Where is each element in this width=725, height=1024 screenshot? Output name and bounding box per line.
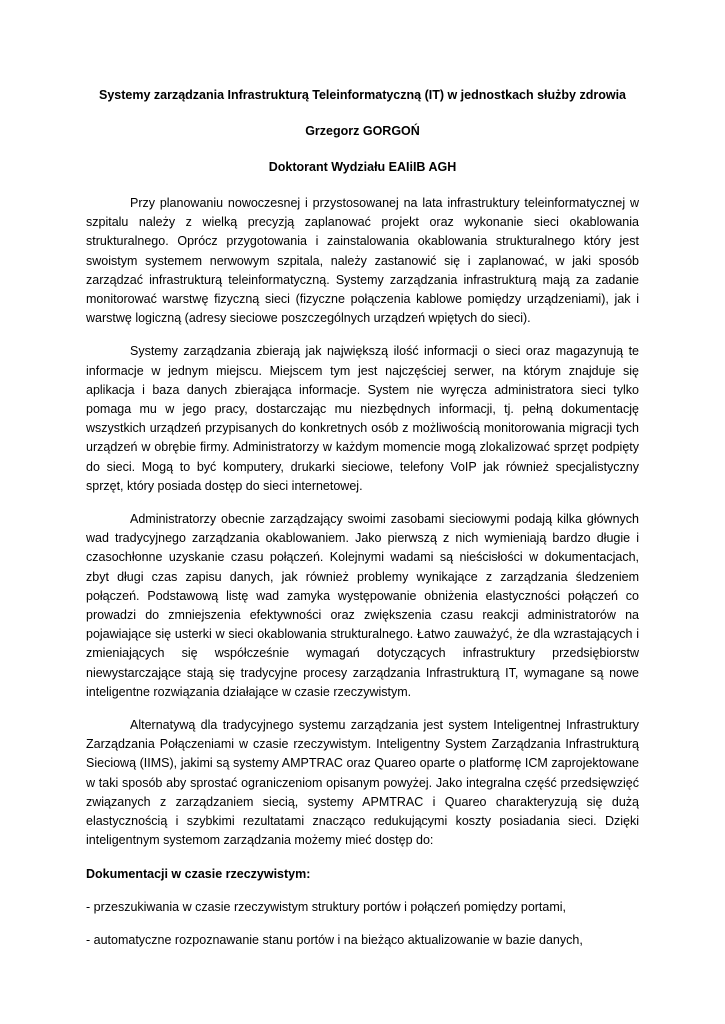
list-item-1: - przeszukiwania w czasie rzeczywistym struktury portów i połączeń pomiędzy portami, — [86, 899, 567, 914]
list-item-2: - automatyczne rozpoznawanie stanu portów i na bieżąco aktualizowanie w bazie danych, — [86, 932, 583, 947]
document-content — [86, 80, 639, 964]
document-affiliation: Doktorant Wydziału EAIiIB AGH — [268, 160, 457, 174]
section-subheading: Dokumentacji w czasie rzeczywistym: — [86, 866, 311, 881]
paragraph-3: Administratorzy obecnie zarządzający swoimi zasobami sieciowymi podają kilka głównych wad tradycyjnego zarządzania okablowaniem. Jako pierwszą z nich wymieniają bardzo długie i czasochłonne uzyskanie czasu połączeń. Kolejnymi wadami są nieścisłości w dokumentacjach, zbyt długi czas zapisu danych, jak również problemy wynikające z zarządzania śledzeniem połączeń. Podstawową listę wad zamyka występowanie obniżenia elastyczności połączeń co prowadzi do zmniejszenia efektywności oraz zwiększenia czasu reakcji administratorów na pojawiające się usterki w sieci okablowania strukturalnego. Łatwo zauważyć, że dla wzrastających i zmieniających się współcześnie wymagań dotyczących infrastruktury przedsiębiorstw niewystarczające stają się tradycyjne procesy zarządzania Infrastrukturą IT, wymagane są nowe inteligentne rozwiązania działające w czasie rzeczywistym. — [86, 512, 639, 699]
paragraph-1: Przy planowaniu nowoczesnej i przystosowanej na lata infrastruktury teleinformatycznej w szpitalu należy z wielką precyzją zaplanować projekt oraz wykonanie sieci okablowania strukturalnego. Oprócz przygotowania i zainstalowania okablowania strukturalnego który jest swoistym systemem nerwowym szpitala, należy zastanowić się i zaplanować, w jaki sposób zarządzać infrastrukturą teleinformatyczną. Systemy zarządzania infrastrukturą mają za zadanie monitorować warstwę fizyczną sieci (fizyczne połączenia kablowe pomiędzy urządzeniami), jak i warstwę logiczną (adresy sieciowe poszczególnych urządzeń wpiętych do sieci). — [86, 196, 639, 326]
document-body — [86, 194, 639, 950]
document-author: Grzegorz GORGOŃ — [305, 124, 420, 138]
document-title: Systemy zarządzania Infrastrukturą Teleinformatyczną (IT) w jednostkach służby zdrowia — [99, 88, 626, 102]
paragraph-2: Systemy zarządzania zbierają jak największą ilość informacji o sieci oraz magazynują te informacje w jednym miejscu. Miejscem tym jest najczęściej serwer, na którym znajduje się aplikacja i baza danych zbierająca informacje. System nie wyręcza administratora sieci tylko pomaga mu w jego pracy, dostarczając mu niezbędnych informacji, tj. pełną dokumentację wszystkich urządzeń przypisanych do konkretnych osób z możliwością monitorowania migracji tych urządzeń w obrębie firmy. Administratorzy w każdym momencie mogą zlokalizować sprzęt podpięty do sieci. Mogą to być komputery, drukarki sieciowe, telefony VoIP jak również specjalistyczny sprzęt, który posiada dostęp do sieci internetowej. — [86, 344, 639, 493]
paragraph-4: Alternatywą dla tradycyjnego systemu zarządzania jest system Inteligentnej Infrastruktury Zarządzania Połączeniami w czasie rzeczywistym. Inteligentny System Zarządzania Infrastrukturą Sieciową (IIMS), jakimi są systemy AMPTRAC oraz Quareo oparte o platformę ICM zaprojektowane w taki sposób aby sprostać ograniczeniom opisanym powyżej. Jako integralna część przedsięwzięć związanych z zarządzaniem siecią, systemy APMTRAC i Quareo charakteryzują się dużą elastycznością i szybkimi rezultatami znacząco redukującymi koszty posiadania sieci. Dzięki inteligentnym systemom zarządzania możemy mieć dostęp do: — [86, 718, 639, 848]
